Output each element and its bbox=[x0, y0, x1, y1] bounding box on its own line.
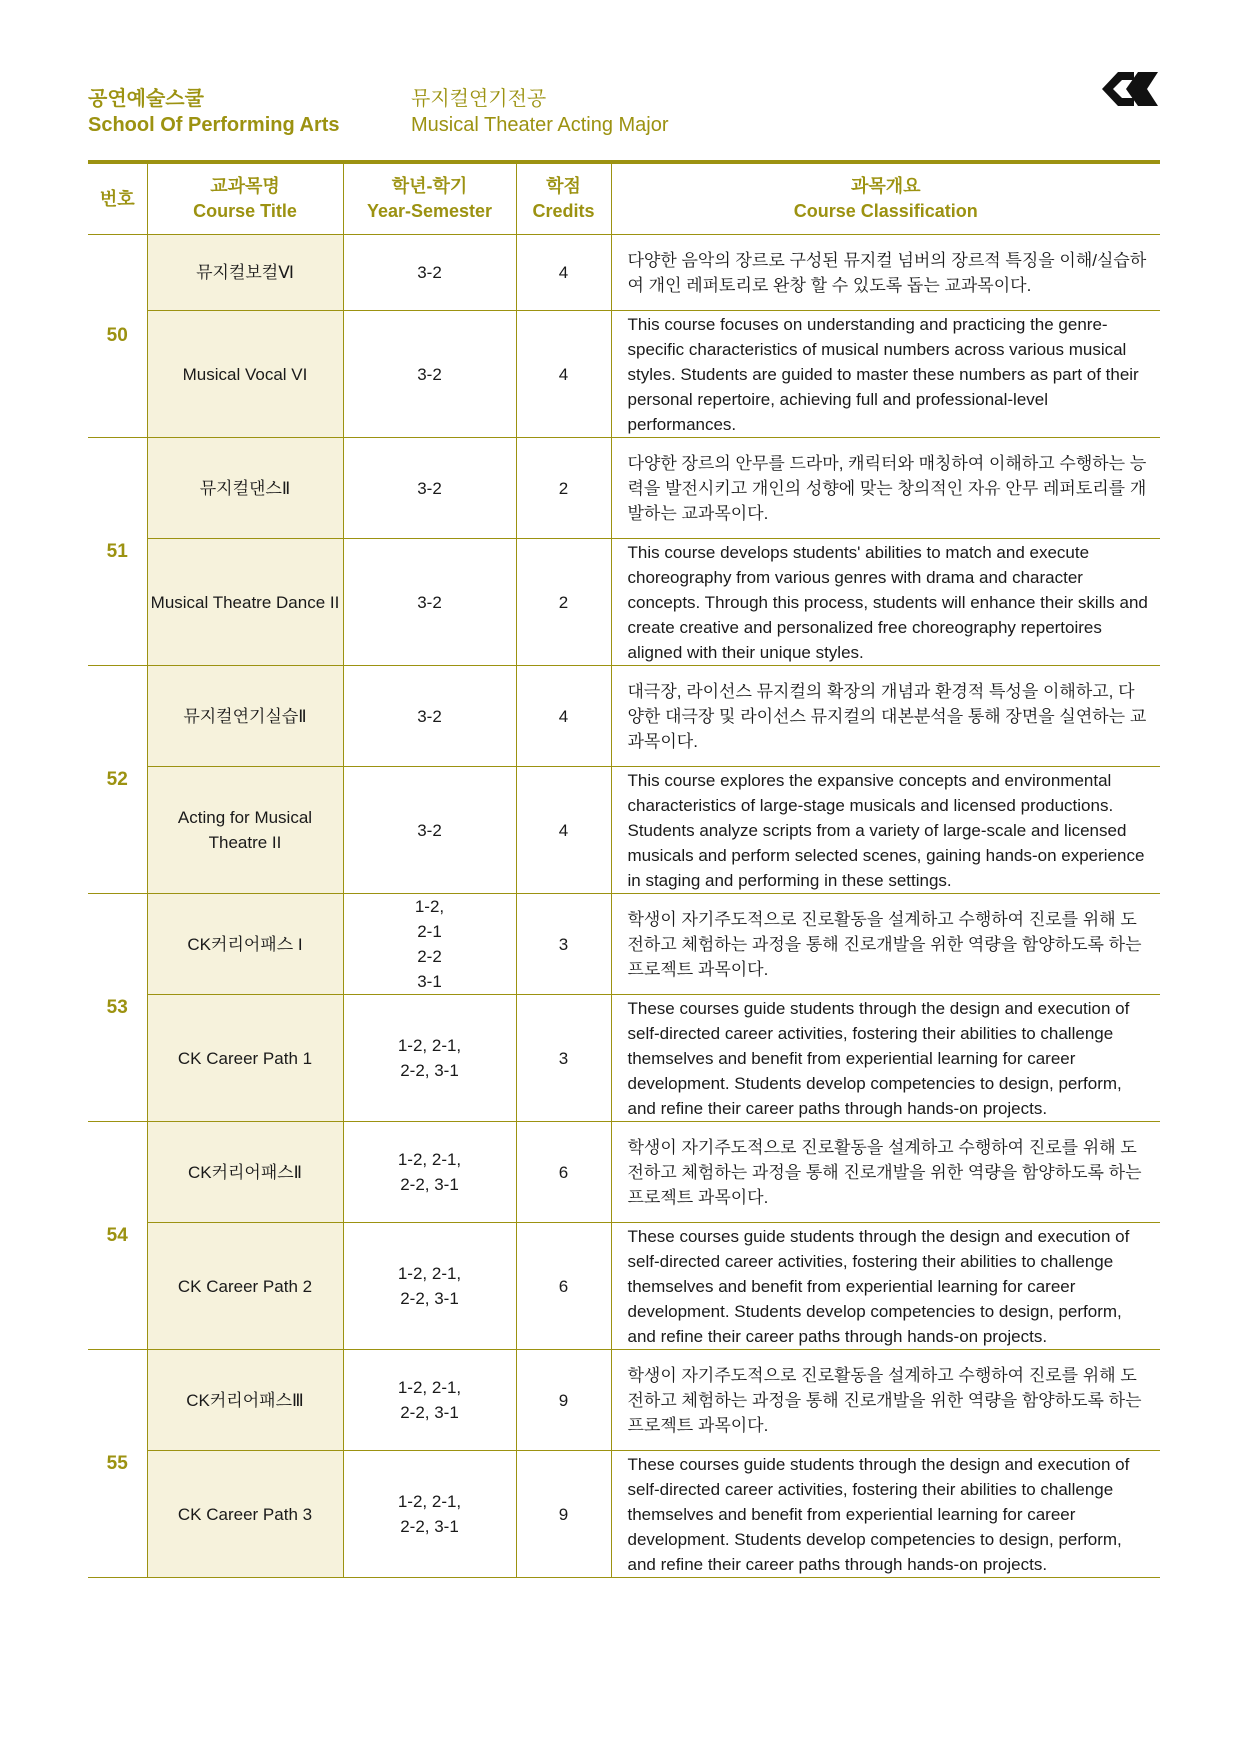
course-title-text: 뮤지컬연기실습Ⅱ bbox=[183, 706, 307, 726]
table-header-row bbox=[88, 164, 1160, 235]
course-description-text: 다양한 음악의 장르로 구성된 뮤지컬 넘버의 장르적 특징을 이해/실습하여 개인 레퍼토리로 완창 할 수 있도록 돕는 교과목이다. bbox=[627, 250, 1147, 295]
course-description bbox=[611, 1223, 1160, 1350]
course-number-text: 54 bbox=[106, 1224, 128, 1246]
year-semester bbox=[343, 1122, 516, 1223]
course-number-text: 55 bbox=[106, 1452, 128, 1474]
course-title bbox=[147, 311, 343, 438]
course-title-text: CK Career Path 2 bbox=[177, 1276, 313, 1296]
course-title bbox=[147, 666, 343, 767]
course-description-text: 학생이 자기주도적으로 진로활동을 설계하고 수행하여 진로를 위해 도전하고 체험하는 과정을 통해 진로개발을 위한 역량을 함양하도록 하는 프로젝트 과목이다. bbox=[627, 1365, 1142, 1435]
course-description-text: This course develops students' abilities to match and execute choreography from various genres with drama and character concepts. Through this process, students will enhance their skills and create creative and personalized free choreography repertoires aligned with their unique styles. bbox=[627, 542, 1148, 662]
credits-text: 6 bbox=[558, 1162, 569, 1182]
table-row bbox=[88, 767, 1160, 894]
course-description bbox=[611, 1350, 1160, 1451]
year-semester bbox=[343, 767, 516, 894]
school-name-ko: 공연예술스쿨 bbox=[88, 88, 204, 110]
credits-text: 4 bbox=[558, 820, 569, 840]
course-description bbox=[611, 767, 1160, 894]
course-number bbox=[88, 438, 147, 666]
course-number bbox=[88, 666, 147, 894]
year-semester bbox=[343, 894, 516, 995]
credits bbox=[516, 235, 611, 311]
course-number-text: 53 bbox=[106, 996, 128, 1018]
year-semester-text: 1-2, 2-1, 2-2, 3-1 bbox=[397, 1036, 462, 1080]
course-title-text: CK Career Path 1 bbox=[177, 1048, 313, 1068]
course-table bbox=[88, 164, 1160, 1578]
year-semester bbox=[343, 1350, 516, 1451]
table-row bbox=[88, 1223, 1160, 1350]
course-description bbox=[611, 1122, 1160, 1223]
course-description bbox=[611, 438, 1160, 539]
course-number-text: 50 bbox=[106, 325, 128, 346]
credits bbox=[516, 539, 611, 666]
course-number-text: 52 bbox=[106, 768, 128, 790]
course-title bbox=[147, 1223, 343, 1350]
course-description-text: 다양한 장르의 안무를 드라마, 캐릭터와 매칭하여 이해하고 수행하는 능력을 발전시키고 개인의 성향에 맞는 창의적인 자유 안무 레퍼토리를 개발하는 교과목이다. bbox=[627, 453, 1147, 523]
course-number-text: 51 bbox=[106, 540, 128, 562]
year-semester-text: 3-2 bbox=[417, 263, 442, 282]
course-description bbox=[611, 539, 1160, 666]
course-number bbox=[88, 894, 147, 1122]
header-num: 번호 bbox=[88, 164, 147, 235]
year-semester-text: 3-2 bbox=[417, 820, 442, 840]
year-semester-text: 3-2 bbox=[417, 706, 442, 726]
course-number bbox=[88, 1350, 147, 1578]
table-row bbox=[88, 1451, 1160, 1578]
credits bbox=[516, 311, 611, 438]
major-name-en: Musical Theater Acting Major bbox=[411, 114, 669, 136]
year-semester bbox=[343, 1451, 516, 1578]
course-title-text: 뮤지컬댄스Ⅱ bbox=[199, 478, 291, 498]
year-semester-text: 1-2, 2-1, 2-2, 3-1 bbox=[397, 1378, 462, 1422]
year-semester-text: 1-2, 2-1 2-2 3-1 bbox=[414, 897, 445, 991]
credits bbox=[516, 1451, 611, 1578]
credits-text: 2 bbox=[558, 478, 569, 498]
year-semester-text: 1-2, 2-1, 2-2, 3-1 bbox=[397, 1264, 462, 1308]
credits-text: 9 bbox=[558, 1390, 569, 1410]
course-description-text: 대극장, 라이선스 뮤지컬의 확장의 개념과 환경적 특성을 이해하고, 다양한 대극장 및 라이선스 뮤지컬의 대본분석을 통해 장면을 실연하는 교과목이다. bbox=[627, 681, 1147, 751]
table-row bbox=[88, 666, 1160, 767]
major-name-ko: 뮤지컬연기전공 bbox=[411, 88, 547, 110]
course-title-text: CK커리어패스Ⅲ bbox=[186, 1390, 304, 1410]
year-semester bbox=[343, 1223, 516, 1350]
year-semester-text: 1-2, 2-1, 2-2, 3-1 bbox=[397, 1150, 462, 1194]
course-title-text: CK커리어패스Ⅱ bbox=[187, 1162, 303, 1182]
year-semester-text: 3-2 bbox=[417, 364, 442, 384]
year-semester bbox=[343, 311, 516, 438]
credits bbox=[516, 995, 611, 1122]
course-title-text: Musical Theatre Dance II bbox=[150, 592, 340, 612]
credits bbox=[516, 894, 611, 995]
course-title-text: Acting for Musical Theatre II bbox=[177, 808, 313, 852]
course-title bbox=[147, 1451, 343, 1578]
course-description-text: This course explores the expansive concepts and environmental characteristics of large-stage musicals and licensed productions. Students analyze scripts from a variety of large-scale and licensed musicals and perform selected scenes, gaining hands-on experience in staging and performing in these settings. bbox=[627, 770, 1145, 890]
course-title-text: CK커리어패스 I bbox=[187, 934, 303, 954]
course-description-text: 학생이 자기주도적으로 진로활동을 설계하고 수행하여 진로를 위해 도전하고 체험하는 과정을 통해 진로개발을 위한 역량을 함양하도록 하는 프로젝트 과목이다. bbox=[627, 909, 1142, 979]
table-row bbox=[88, 995, 1160, 1122]
credits-text: 3 bbox=[558, 934, 569, 954]
course-description bbox=[611, 666, 1160, 767]
year-semester bbox=[343, 438, 516, 539]
school-name-en: School Of Performing Arts bbox=[88, 114, 340, 136]
year-semester bbox=[343, 666, 516, 767]
course-description bbox=[611, 894, 1160, 995]
course-title bbox=[147, 438, 343, 539]
year-semester-text: 1-2, 2-1, 2-2, 3-1 bbox=[397, 1492, 462, 1536]
major-header bbox=[411, 86, 669, 138]
credits-text: 9 bbox=[558, 1504, 569, 1524]
credits bbox=[516, 767, 611, 894]
credits-text: 6 bbox=[558, 1276, 569, 1296]
course-description bbox=[611, 995, 1160, 1122]
course-title bbox=[147, 1122, 343, 1223]
credits bbox=[516, 1122, 611, 1223]
credits bbox=[516, 666, 611, 767]
credits-text: 4 bbox=[558, 706, 569, 726]
table-row bbox=[88, 235, 1160, 311]
credits-text: 4 bbox=[558, 263, 569, 282]
course-title bbox=[147, 539, 343, 666]
course-description bbox=[611, 235, 1160, 311]
table-row bbox=[88, 438, 1160, 539]
course-description-text: 학생이 자기주도적으로 진로활동을 설계하고 수행하여 진로를 위해 도전하고 체험하는 과정을 통해 진로개발을 위한 역량을 함양하도록 하는 프로젝트 과목이다. bbox=[627, 1137, 1142, 1207]
course-title bbox=[147, 995, 343, 1122]
year-semester bbox=[343, 539, 516, 666]
table-row bbox=[88, 311, 1160, 438]
header-year-semester: 학년-학기 Year-Semester bbox=[343, 164, 516, 235]
course-title bbox=[147, 235, 343, 311]
course-title bbox=[147, 1350, 343, 1451]
year-semester-text: 3-2 bbox=[417, 592, 442, 612]
course-title-text: CK Career Path 3 bbox=[177, 1504, 313, 1524]
table-row bbox=[88, 1122, 1160, 1223]
header-classification: 과목개요 Course Classification bbox=[611, 164, 1160, 235]
credits bbox=[516, 1350, 611, 1451]
course-title-text: Musical Vocal VI bbox=[182, 364, 308, 384]
course-description-text: These courses guide students through the design and execution of self-directed career activities, fostering their abilities to challenge themselves and benefit from experiential learning for career development. Students develop competencies to design, perform, and refine their career paths through hands-on projects. bbox=[627, 1454, 1130, 1574]
year-semester-text: 3-2 bbox=[417, 478, 442, 498]
course-title-text: 뮤지컬보컬Ⅵ bbox=[196, 263, 294, 282]
ck-logo-icon bbox=[1098, 68, 1162, 110]
course-title bbox=[147, 894, 343, 995]
course-description bbox=[611, 311, 1160, 438]
credits-text: 3 bbox=[558, 1048, 569, 1068]
credits-text: 2 bbox=[558, 592, 569, 612]
credits bbox=[516, 1223, 611, 1350]
course-title bbox=[147, 767, 343, 894]
year-semester bbox=[343, 995, 516, 1122]
course-description bbox=[611, 1451, 1160, 1578]
school-header bbox=[88, 86, 340, 138]
year-semester bbox=[343, 235, 516, 311]
table-row bbox=[88, 539, 1160, 666]
credits-text: 4 bbox=[558, 364, 569, 384]
course-description-text: This course focuses on understanding and practicing the genre-specific characteristics of musical numbers across various musical styles. Students are guided to master these numbers as part of their personal repertoire, achieving full and professional-level performances. bbox=[627, 314, 1139, 434]
credits bbox=[516, 438, 611, 539]
course-description-text: These courses guide students through the design and execution of self-directed career activities, fostering their abilities to challenge themselves and benefit from experiential learning for career development. Students develop competencies to design, perform, and refine their career paths through hands-on projects. bbox=[627, 1226, 1130, 1346]
table-row bbox=[88, 1350, 1160, 1451]
header-title: 교과목명 Course Title bbox=[147, 164, 343, 235]
header-credits: 학점 Credits bbox=[516, 164, 611, 235]
course-number bbox=[88, 235, 147, 438]
course-number bbox=[88, 1122, 147, 1350]
table-row bbox=[88, 894, 1160, 995]
course-description-text: These courses guide students through the design and execution of self-directed career activities, fostering their abilities to challenge themselves and benefit from experiential learning for career development. Students develop competencies to design, perform, and refine their career paths through hands-on projects. bbox=[627, 998, 1130, 1118]
